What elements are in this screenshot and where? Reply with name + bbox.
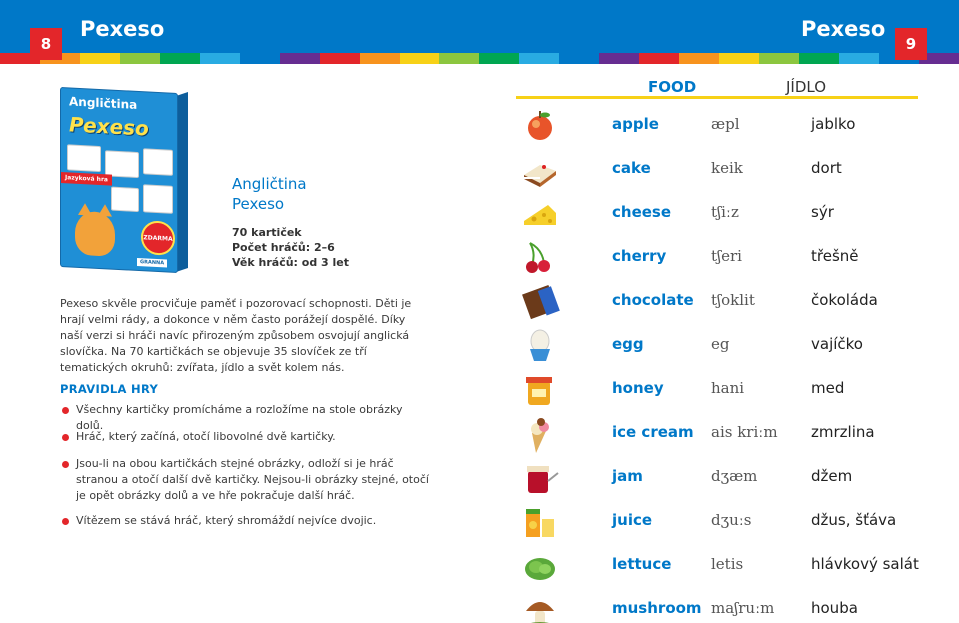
vocab-czech: dort xyxy=(811,159,842,177)
vocab-english: juice xyxy=(612,511,653,529)
vocab-row xyxy=(516,587,936,623)
vocab-row xyxy=(516,543,936,587)
stripe-segment xyxy=(240,53,280,64)
vocab-english: mushroom xyxy=(612,599,702,617)
box-brand: Angličtina xyxy=(69,94,138,112)
vocab-row xyxy=(516,147,936,191)
heading-divider xyxy=(516,96,918,99)
stripe-segment xyxy=(719,53,759,64)
rule-text: Jsou-li na obou kartičkách stejné obrázky, odloží si je hráč stranou a otočí další dvě kartičky. Nejsou-li obrázky stejné, otočí je opět obrázky dolů a ve hře pokračuje další hráč. xyxy=(76,457,429,502)
vocab-czech: sýr xyxy=(811,203,834,221)
lettuce-icon xyxy=(520,547,560,583)
bullet-icon xyxy=(62,434,69,441)
column-heading-czech: JÍDLO xyxy=(786,78,827,96)
stripe-segment xyxy=(799,53,839,64)
vocab-english: ice cream xyxy=(612,423,694,441)
vocab-english: apple xyxy=(612,115,659,133)
vocab-english: egg xyxy=(612,335,644,353)
vocab-czech: jablko xyxy=(811,115,856,133)
rules-heading: PRAVIDLA HRY xyxy=(60,382,159,396)
color-stripe-bar xyxy=(0,53,959,64)
header-title-right: Pexeso xyxy=(801,17,886,41)
vocab-phonetic: dʒuːs xyxy=(711,511,752,529)
jam-icon xyxy=(520,459,560,495)
publisher-logo: GRANNA xyxy=(137,258,167,268)
vocab-phonetic: maʃruːm xyxy=(711,599,775,617)
vocab-phonetic: eg xyxy=(711,335,730,353)
cat-illustration xyxy=(75,211,115,257)
stripe-segment xyxy=(759,53,799,64)
vocab-row xyxy=(516,191,936,235)
box-tag: Jazyková hra xyxy=(61,172,112,186)
vocab-row xyxy=(516,103,936,147)
stripe-segment xyxy=(360,53,400,64)
product-age: Věk hráčů: od 3 let xyxy=(232,256,350,269)
product-title: Angličtina xyxy=(232,175,307,193)
box-card-illustration xyxy=(143,148,173,176)
stripe-segment xyxy=(120,53,160,64)
rule-text: Vítězem se stává hráč, který shromáždí nejvíce dvojic. xyxy=(76,514,377,527)
rule-item xyxy=(60,429,430,445)
vocab-czech: vajíčko xyxy=(811,335,863,353)
ice-cream-icon xyxy=(520,415,560,451)
cheese-icon xyxy=(520,195,560,231)
stripe-segment xyxy=(839,53,879,64)
vocab-row xyxy=(516,499,936,543)
mushroom-icon xyxy=(520,591,560,623)
vocab-phonetic: tʃoklit xyxy=(711,291,755,309)
cherry-icon xyxy=(520,239,560,275)
vocab-czech: třešně xyxy=(811,247,859,265)
vocab-czech: zmrzlina xyxy=(811,423,875,441)
stripe-segment xyxy=(519,53,559,64)
vocab-english: lettuce xyxy=(612,555,672,573)
rule-text: Hráč, který začíná, otočí libovolné dvě kartičky. xyxy=(76,430,336,443)
box-card-illustration xyxy=(111,187,139,212)
chocolate-icon xyxy=(520,283,560,319)
box-card-illustration xyxy=(143,184,173,214)
vocab-phonetic: dʒæm xyxy=(711,467,758,485)
stripe-segment xyxy=(320,53,360,64)
product-cards: 70 kartiček xyxy=(232,226,302,239)
vocab-czech: hlávkový salát xyxy=(811,555,919,573)
vocab-english: cake xyxy=(612,159,651,177)
vocab-english: cheese xyxy=(612,203,672,221)
box-logo: Pexeso xyxy=(69,112,149,141)
vocab-czech: čokoláda xyxy=(811,291,878,309)
stripe-segment xyxy=(280,53,320,64)
vocab-english: chocolate xyxy=(612,291,694,309)
cake-icon xyxy=(520,151,560,187)
game-box-image xyxy=(60,84,190,274)
page-number-left: 8 xyxy=(30,28,62,60)
page-number-right: 9 xyxy=(895,28,927,60)
vocab-czech: džem xyxy=(811,467,853,485)
vocab-english: jam xyxy=(612,467,643,485)
bullet-icon xyxy=(62,461,69,468)
stripe-segment xyxy=(679,53,719,64)
vocab-czech: houba xyxy=(811,599,858,617)
product-subtitle: Pexeso xyxy=(232,195,285,213)
juice-icon xyxy=(520,503,560,539)
vocab-phonetic: keik xyxy=(711,159,743,177)
header-title-left: Pexeso xyxy=(80,17,165,41)
apple-icon xyxy=(520,107,560,143)
rule-text: Všechny kartičky promícháme a rozložíme na stole obrázky dolů. xyxy=(76,403,403,432)
vocab-phonetic: hani xyxy=(711,379,745,397)
vocab-czech: džus, šťáva xyxy=(811,511,897,529)
vocab-phonetic: ais kriːm xyxy=(711,423,778,441)
stripe-segment xyxy=(559,53,599,64)
bullet-icon xyxy=(62,518,69,525)
vocab-phonetic: æpl xyxy=(711,115,740,133)
rule-item xyxy=(60,456,430,504)
vocab-czech: med xyxy=(811,379,845,397)
stripe-segment xyxy=(439,53,479,64)
box-front xyxy=(60,87,178,273)
vocab-row xyxy=(516,367,936,411)
stripe-segment xyxy=(160,53,200,64)
vocab-phonetic: letis xyxy=(711,555,744,573)
vocab-phonetic: tʃeri xyxy=(711,247,742,265)
egg-icon xyxy=(520,327,560,363)
stripe-segment xyxy=(200,53,240,64)
vocab-row xyxy=(516,323,936,367)
vocab-row xyxy=(516,279,936,323)
stripe-segment xyxy=(599,53,639,64)
box-free-badge: ZDARMA xyxy=(141,220,175,256)
honey-icon xyxy=(520,371,560,407)
stripe-segment xyxy=(479,53,519,64)
vocab-row xyxy=(516,411,936,455)
rule-item xyxy=(60,513,430,529)
vocab-row xyxy=(516,455,936,499)
bullet-icon xyxy=(62,407,69,414)
box-card-illustration xyxy=(67,144,101,172)
column-heading-english: FOOD xyxy=(648,78,697,96)
product-description: Pexeso skvěle procvičuje paměť i pozorovací schopnosti. Děti je hrají velmi rády, a dokonce v něm často porážejí dospělé. Díky naší verzi si hráči navíc přirozeným způsobem osvojují anglická slovíčka. Na 70 kartičkách se objevuje 35 slovíček ze tří tematických okruhů: zvířata, jídlo a svět kolem nás. xyxy=(60,297,412,374)
vocab-phonetic: tʃiːz xyxy=(711,203,739,221)
stripe-segment xyxy=(80,53,120,64)
vocab-english: honey xyxy=(612,379,664,397)
product-players: Počet hráčů: 2–6 xyxy=(232,241,335,254)
stripe-segment xyxy=(639,53,679,64)
vocab-english: cherry xyxy=(612,247,667,265)
vocab-row xyxy=(516,235,936,279)
stripe-segment xyxy=(400,53,440,64)
